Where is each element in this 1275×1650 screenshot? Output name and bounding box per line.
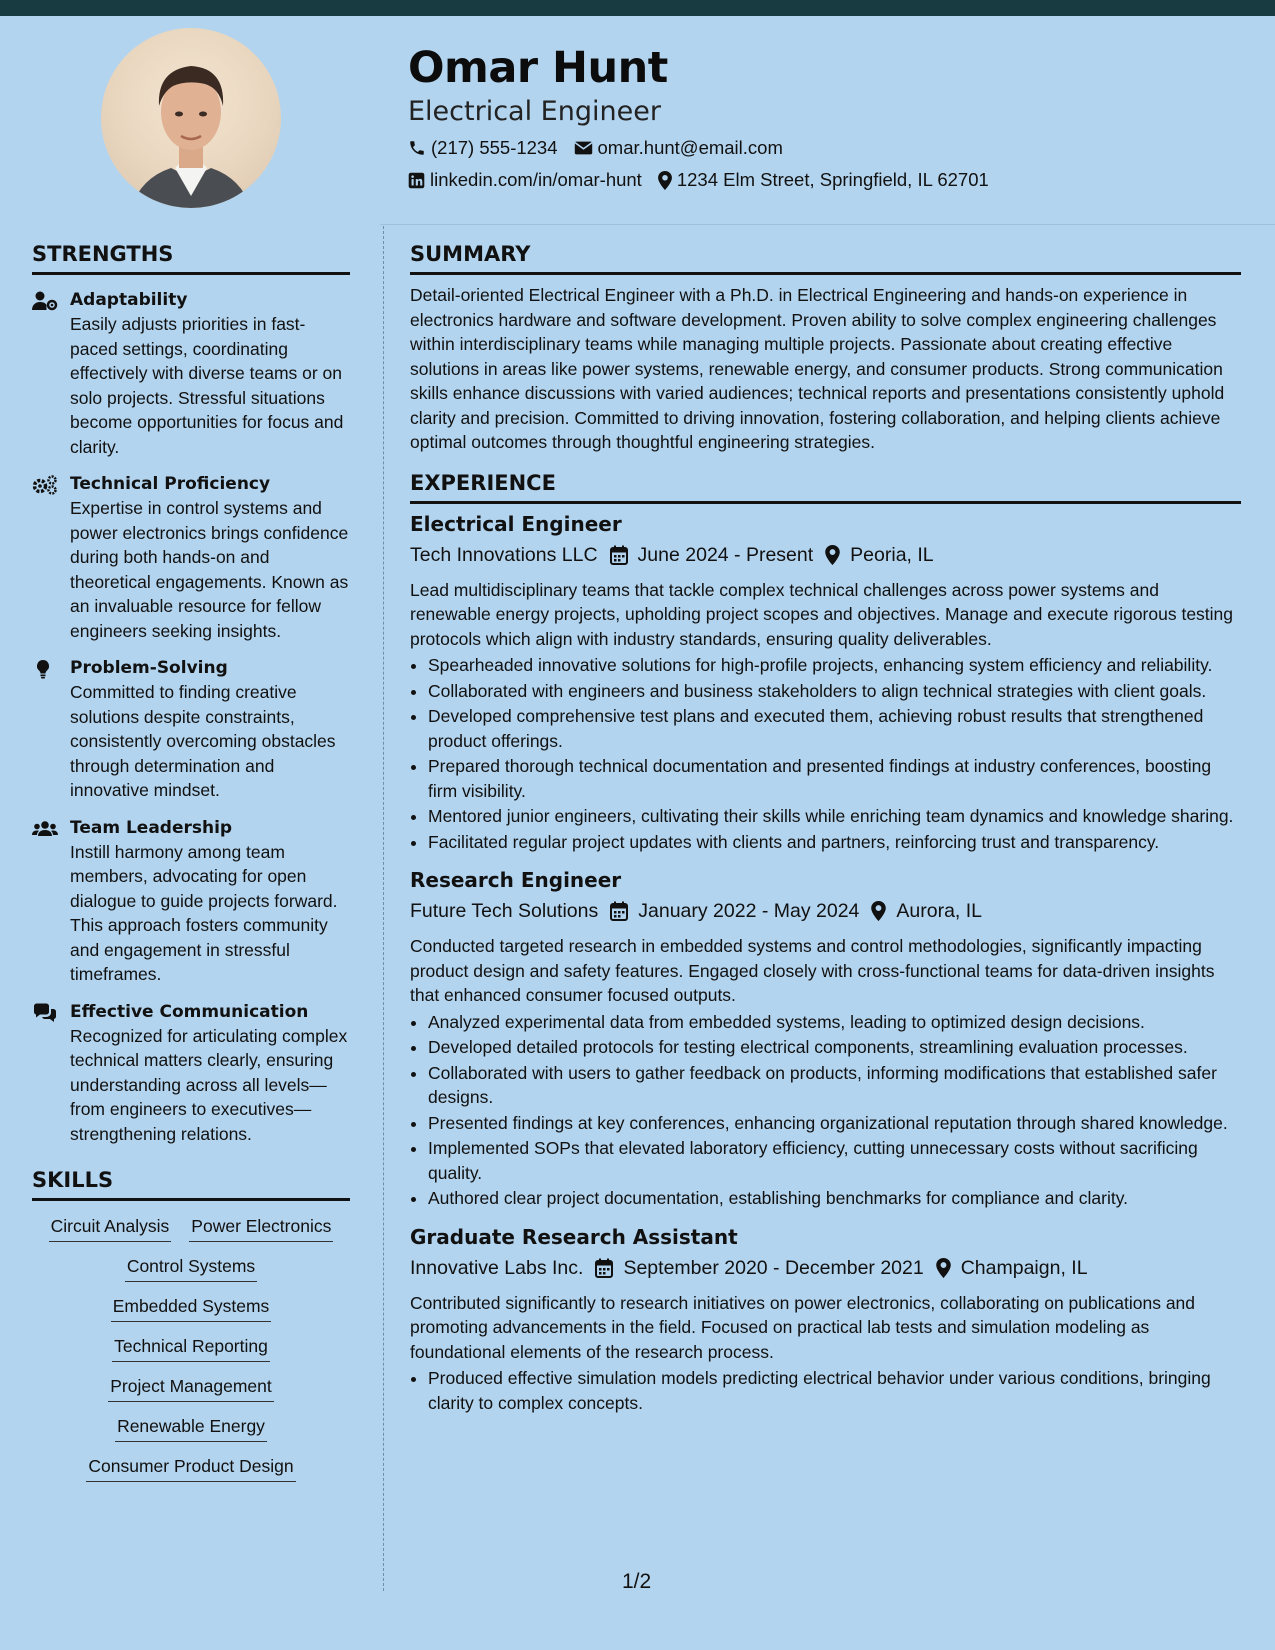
linkedin-text[interactable]: linkedin.com/in/omar-hunt <box>430 169 642 190</box>
strength-description: Easily adjusts priorities in fast-paced settings, coordinating effectively with diverse teams or on solo projects. Stressful situations become opportunities for focus and clarity. <box>70 314 344 457</box>
address-contact <box>658 164 989 196</box>
list-item: • Collaborated with engineers and business stakeholders to align technical strategies with client goals. <box>428 679 1241 704</box>
job-dates: June 2024 - Present <box>637 543 814 566</box>
job-dates: January 2022 - May 2024 <box>638 900 860 922</box>
page-number: 1/2 <box>622 1570 652 1593</box>
contact-row-2 <box>408 164 1005 196</box>
column-divider <box>383 226 384 1591</box>
phone-text: (217) 555-1234 <box>431 137 558 158</box>
profile-photo <box>101 28 281 208</box>
map-pin-icon <box>936 1258 951 1278</box>
job-meta <box>410 896 1241 926</box>
address-text: 1234 Elm Street, Springfield, IL 62701 <box>676 169 989 190</box>
job-entry <box>410 866 1241 1211</box>
candidate-name: Omar Hunt <box>408 43 668 93</box>
job-meta <box>410 540 1241 570</box>
skill-tag: Technical Reporting <box>112 1333 270 1362</box>
linkedin-icon <box>408 172 425 189</box>
job-location: Aurora, IL <box>896 900 983 922</box>
skill-tag: Project Management <box>108 1373 273 1402</box>
header-divider <box>380 224 1275 225</box>
job-location: Peoria, IL <box>850 543 934 566</box>
list-item: • Prepared thorough technical documentation and presented findings at industry conferences, boosting firm visibility. <box>428 754 1241 803</box>
email-text[interactable]: omar.hunt@email.com <box>597 137 783 158</box>
strength-title: Adaptability <box>70 290 188 310</box>
skill-tag: Power Electronics <box>189 1213 333 1242</box>
skill-tag: Circuit Analysis <box>49 1213 172 1242</box>
strength-description: Instill harmony among team members, advocating for open dialogue to guide projects forward. This approach fosters community and engagement in stressful timeframes. <box>70 841 338 984</box>
job-bullets <box>410 1366 1241 1415</box>
job-entry <box>410 510 1241 855</box>
users-icon <box>32 819 58 839</box>
list-item: • Spearheaded innovative solutions for high-profile projects, enhancing system efficiency and reliability. <box>428 653 1241 678</box>
strength-description: Committed to finding creative solutions despite constraints, consistently overcoming obstacles through determination and innovative mindset. <box>70 682 336 800</box>
job-dates: September 2020 - December 2021 <box>623 1256 924 1279</box>
map-pin-icon <box>658 171 672 190</box>
strength-technical-proficiency <box>32 472 350 643</box>
skills-heading: SKILLS <box>32 1166 350 1201</box>
job-meta <box>410 1253 1241 1283</box>
strength-adaptability <box>32 288 350 459</box>
job-title: Graduate Research Assistant <box>410 1224 738 1249</box>
right-column <box>410 240 1241 1416</box>
skills-list <box>32 1213 350 1482</box>
job-description: Contributed significantly to research initiatives on power electronics, collaborating on publications and promoting advancements in the field. Focused on practical lab tests and simulation modeling as foundational elements of the research process. <box>410 1292 1196 1362</box>
strength-problem-solving <box>32 656 350 803</box>
skill-tag: Control Systems <box>125 1253 257 1282</box>
company-name: Tech Innovations LLC <box>410 543 598 566</box>
skill-tag: Embedded Systems <box>111 1293 272 1322</box>
list-item: • Implemented SOPs that elevated laboratory efficiency, cutting unnecessary costs without sacrificing quality. <box>428 1136 1241 1185</box>
summary-text: Detail-oriented Electrical Engineer with a Ph.D. in Electrical Engineering and hands-on experience in electronics hardware and software development. Proven ability to solve complex engineering challenges within interdisciplinary teams while managing multiple projects. Passionate about creating effective solutions in areas like power systems, renewable energy, and consumer products. Strong communication skills enhance discussions with varied audiences; technical reports and presentations consistently uphold clarity and precision. Committed to driving innovation, fostering collaboration, and helping clients achieve optimal outcomes through thoughtful engineering strategies. <box>410 285 1225 452</box>
strength-title: Technical Proficiency <box>70 474 271 494</box>
strength-title: Problem-Solving <box>70 658 228 678</box>
list-item: • Facilitated regular project updates with clients and partners, reinforcing trust and transparency. <box>428 830 1241 855</box>
linkedin-contact[interactable] <box>408 164 642 196</box>
strength-title: Effective Communication <box>70 1001 309 1022</box>
summary-heading: SUMMARY <box>410 240 1241 275</box>
list-item: • Presented findings at key conferences, enhancing organizational reputation through shared knowledge. <box>428 1111 1241 1136</box>
strengths-heading: STRENGTHS <box>32 240 350 275</box>
map-pin-icon <box>825 545 840 565</box>
job-bullets <box>410 1010 1241 1211</box>
strength-description: Recognized for articulating complex technical matters clearly, ensuring understanding across all levels—from engineers to executives—strengthening relations. <box>70 1025 348 1144</box>
skill-tag: Renewable Energy <box>115 1413 267 1442</box>
job-description: Lead multidisciplinary teams that tackle complex technical challenges across power systems and renewable energy projects, upholding project scopes and objectives. Manage and execute rigorous testing protocols which align with industry standards, ensuring quality deliverables. <box>410 579 1234 649</box>
comments-icon <box>32 1003 58 1023</box>
company-name: Innovative Labs Inc. <box>410 1256 584 1279</box>
strength-effective-communication <box>32 1000 350 1147</box>
calendar-icon <box>610 545 628 565</box>
user-gear-icon <box>32 291 58 311</box>
candidate-title: Electrical Engineer <box>408 96 661 127</box>
list-item: • Collaborated with users to gather feedback on products, informing modifications that established safer designs. <box>428 1061 1241 1110</box>
map-pin-icon <box>871 901 886 921</box>
calendar-icon <box>595 1258 613 1278</box>
job-location: Champaign, IL <box>960 1256 1088 1279</box>
strength-team-leadership <box>32 816 350 987</box>
list-item: • Mentored junior engineers, cultivating their skills while enriching team dynamics and knowledge sharing. <box>428 804 1241 829</box>
email-contact[interactable] <box>574 132 783 164</box>
list-item: • Produced effective simulation models predicting electrical behavior under various conditions, bringing clarity to complex concepts. <box>428 1366 1241 1415</box>
contact-row-1 <box>408 132 1005 164</box>
strength-description: Expertise in control systems and power electronics brings confidence during both hands-on and theoretical engagements. Known as an invaluable resource for fellow engineers seeking insights. <box>70 498 349 641</box>
resume-header <box>408 42 1005 196</box>
phone-icon <box>408 139 426 157</box>
list-item: • Analyzed experimental data from embedded systems, leading to optimized design decisions. <box>428 1010 1241 1035</box>
experience-heading: EXPERIENCE <box>410 469 1241 504</box>
left-column <box>32 240 350 1493</box>
person-portrait-icon <box>101 28 281 208</box>
lightbulb-icon <box>32 659 58 679</box>
top-bar <box>0 0 1275 16</box>
job-bullets <box>410 653 1241 854</box>
list-item: • Developed detailed protocols for testing electrical components, streamlining evaluation processes. <box>428 1035 1241 1060</box>
list-item: • Developed comprehensive test plans and executed them, achieving robust results that strengthened product offerings. <box>428 704 1241 753</box>
strength-title: Team Leadership <box>70 817 233 838</box>
gears-icon <box>32 475 58 495</box>
skill-tag: Consumer Product Design <box>86 1453 295 1482</box>
job-description: Conducted targeted research in embedded systems and control methodologies, significantly impacting product design and safety features. Engaged closely with cross-functional teams for data-driven insights that enhanced consumer focused outputs. <box>410 936 1215 1005</box>
company-name: Future Tech Solutions <box>410 900 599 922</box>
job-title: Research Engineer <box>410 868 622 892</box>
job-entry <box>410 1223 1241 1416</box>
job-title: Electrical Engineer <box>410 511 622 536</box>
phone-contact <box>408 132 558 164</box>
calendar-icon <box>610 901 628 921</box>
list-item: • Authored clear project documentation, establishing benchmarks for compliance and clarity. <box>428 1186 1241 1211</box>
envelope-icon <box>574 140 593 156</box>
